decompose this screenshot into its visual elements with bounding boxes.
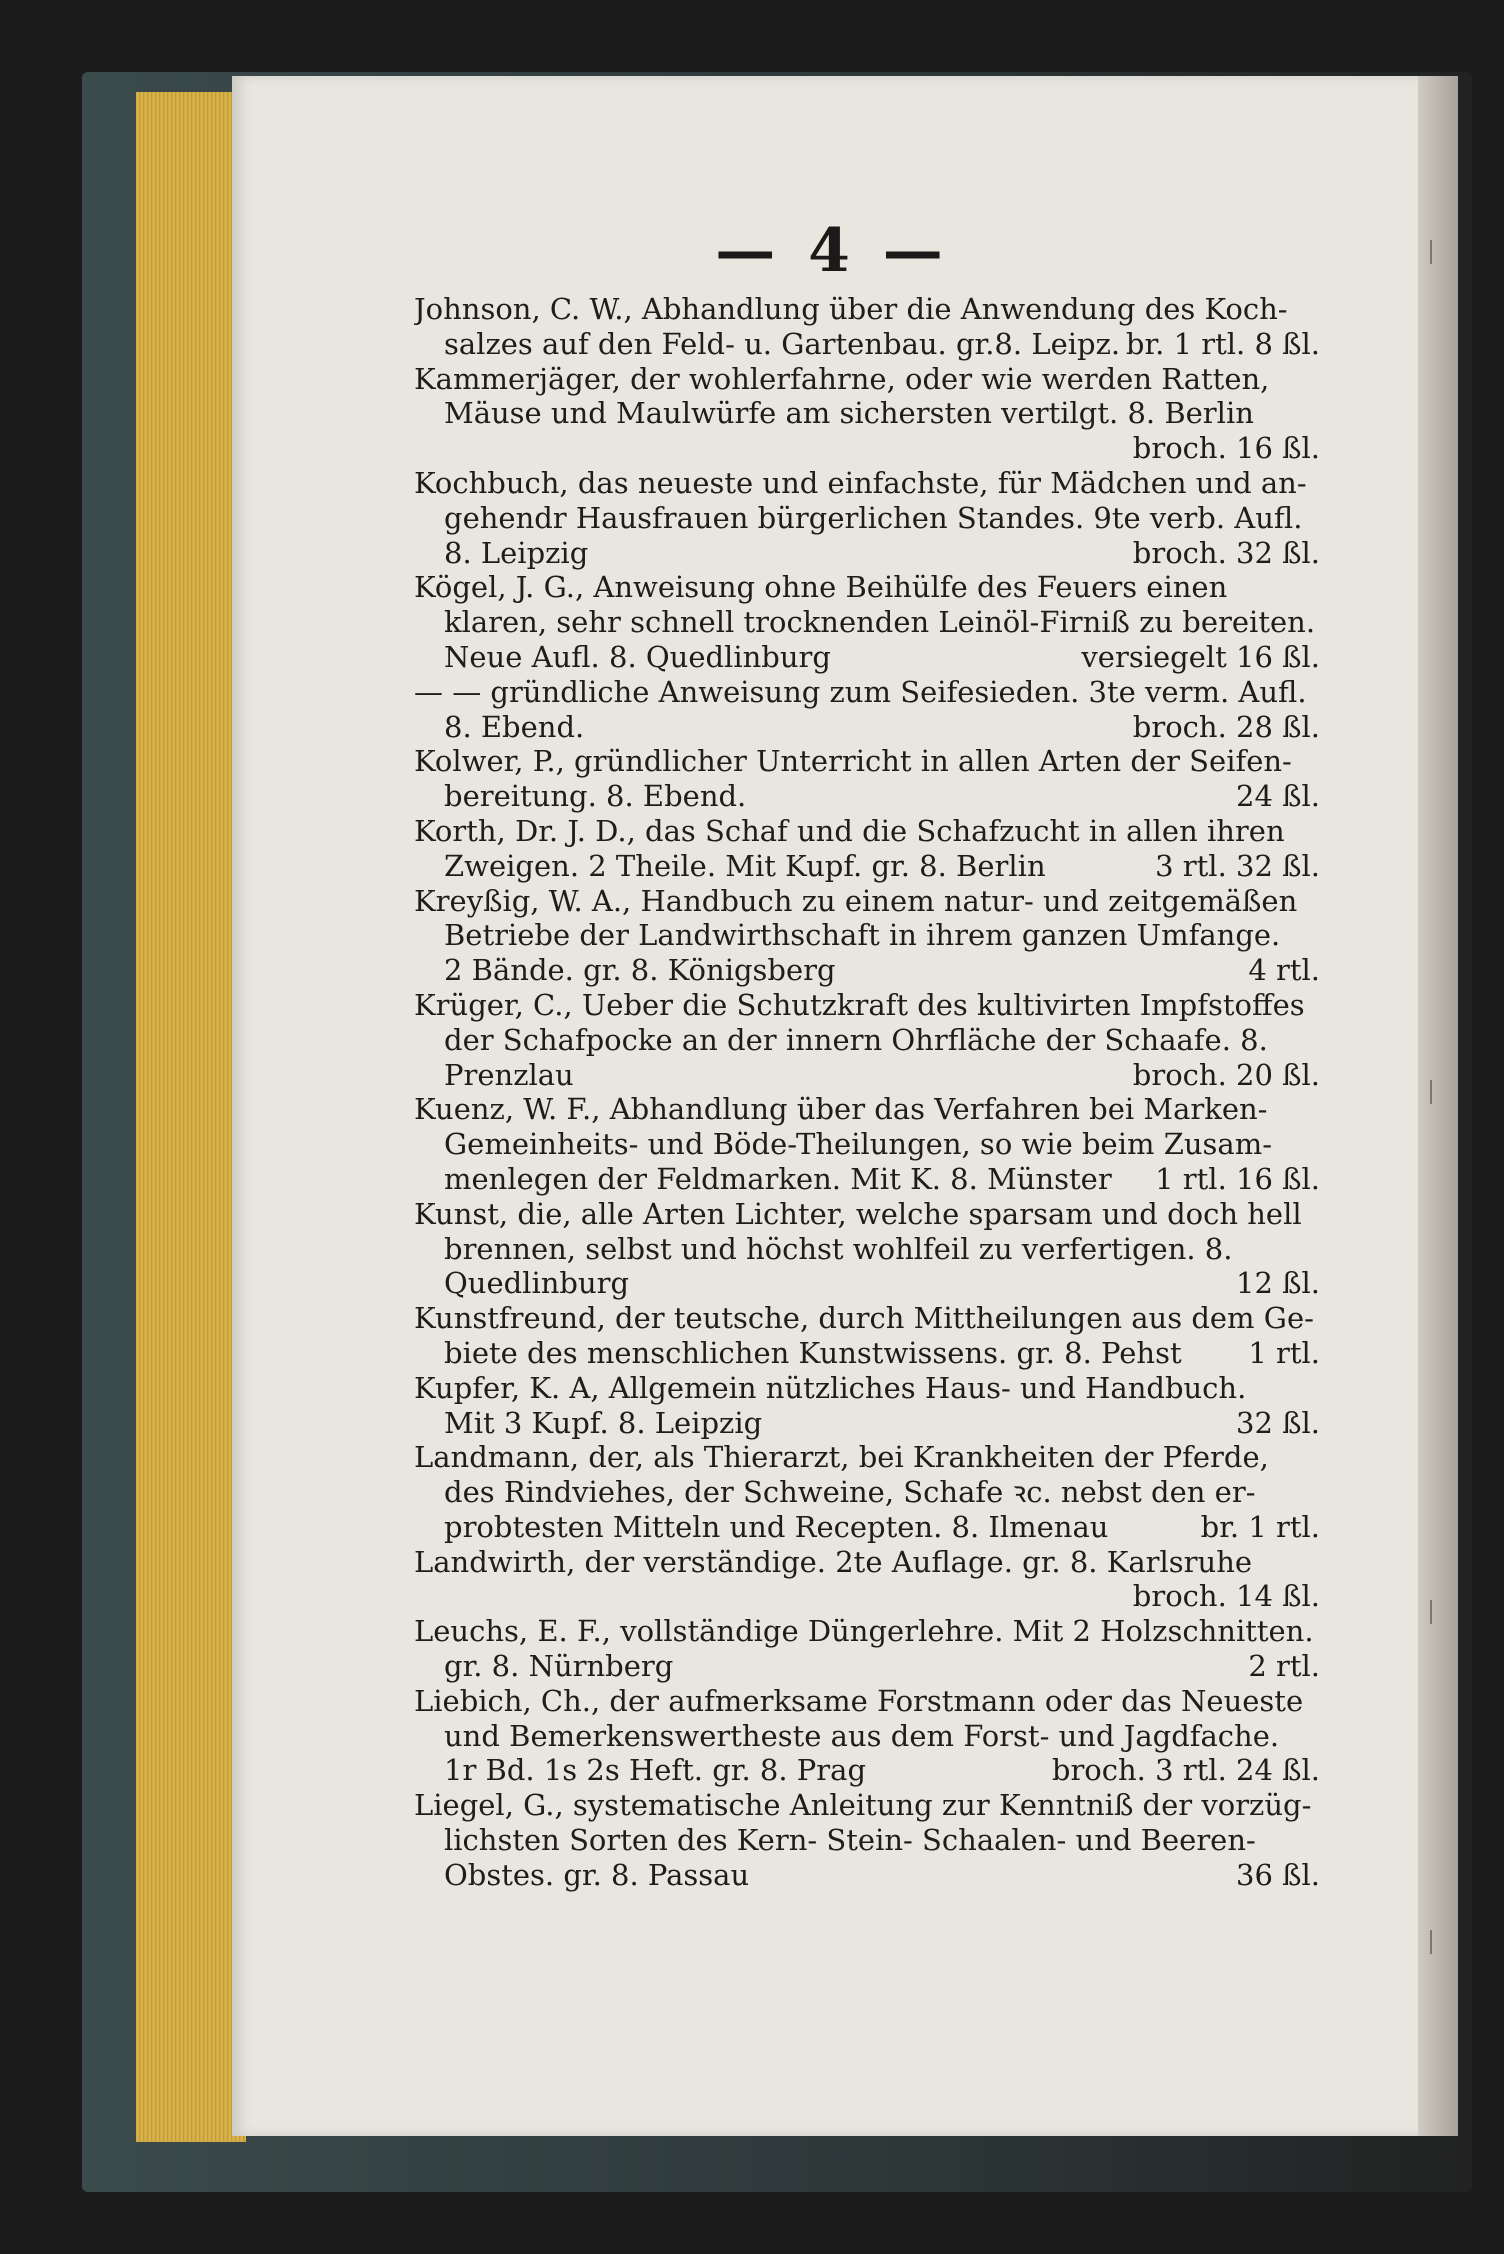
catalog-entry (414, 1092, 1320, 1196)
entry-price: 36 ßl. (1236, 1857, 1320, 1892)
entry-continuation-line (414, 1510, 1320, 1545)
entry-continuation-line: klaren, sehr schnell trocknenden Leinöl-Firniß zu bereiten. (444, 605, 1316, 640)
catalog-entry (414, 1301, 1320, 1371)
entry-continuation-line (414, 953, 1320, 988)
entry-price: 12 ßl. (1236, 1266, 1320, 1301)
entry-first-line: Kuenz, W. F., Abhandlung über das Verfahren bei Marken- (414, 1092, 1268, 1127)
entry-price: broch. 32 ßl. (1132, 535, 1320, 570)
catalog-entry (414, 1440, 1320, 1544)
catalog-entry (414, 884, 1320, 988)
entry-text: bereitung. 8. Ebend. (444, 779, 747, 814)
entry-price: broch. 20 ßl. (1132, 1057, 1320, 1092)
catalog-entry (414, 570, 1320, 674)
entry-price: 3 rtl. 32 ßl. (1155, 848, 1320, 883)
entry-price: 32 ßl. (1236, 1405, 1320, 1440)
entry-continuation-line (414, 1649, 1320, 1684)
entry-continuation-line (414, 710, 1320, 745)
catalog-entry (414, 466, 1320, 570)
entry-first-line: Liegel, G., systematische Anleitung zur Kenntniß der vorzüg- (414, 1788, 1312, 1823)
entry-first-line: Kupfer, K. A, Allgemein nützliches Haus- und Handbuch. (414, 1370, 1247, 1405)
entry-first-line: Kammerjäger, der wohlerfahrne, oder wie werden Ratten, (414, 361, 1270, 396)
entry-price: broch. 14 ßl. (1132, 1579, 1320, 1614)
entry-price: br. 1 rtl. 8 ßl. (1125, 326, 1320, 361)
entry-first-line: Kreyßig, W. A., Handbuch zu einem natur- und zeitgemäßen (414, 883, 1298, 918)
entry-continuation-line (414, 640, 1320, 675)
entry-continuation-line: brennen, selbst und höchst wohlfeil zu verfertigen. 8. (444, 1231, 1233, 1266)
entry-first-line: Kögel, J. G., Anweisung ohne Beihülfe des Feuers einen (414, 570, 1228, 605)
entry-price: 1 rtl. (1248, 1335, 1320, 1370)
catalog-entry (414, 1197, 1320, 1301)
entry-first-line: — — gründliche Anweisung zum Seifesieden. 3te verm. Aufl. (414, 674, 1307, 709)
entry-text: biete des menschlichen Kunstwissens. gr. 8. Pehst (444, 1335, 1182, 1370)
entry-continuation-line: gehendr Hausfrauen bürgerlichen Standes. 9te verb. Aufl. (444, 500, 1303, 535)
entry-continuation-line (414, 1336, 1320, 1371)
entry-first-line: Korth, Dr. J. D., das Schaf und die Schafzucht in allen ihren (414, 813, 1285, 848)
entry-continuation-line: und Bemerkenswertheste aus dem Forst- und Jagdfache. (444, 1718, 1280, 1753)
page-edge (136, 92, 246, 2142)
entry-continuation-line: Mäuse und Maulwürfe am sichersten vertilgt. 8. Berlin (444, 396, 1254, 431)
entry-first-line: Krüger, C., Ueber die Schutzkraft des kultivirten Impfstoffes (414, 987, 1305, 1022)
entry-text: salzes auf den Feld- u. Gartenbau. gr.8. Leipz. (444, 326, 1121, 361)
entry-continuation-line (414, 1058, 1320, 1093)
entry-price: versiegelt 16 ßl. (1081, 639, 1320, 674)
trim-mark (1430, 1080, 1432, 1104)
entry-continuation-line (414, 327, 1320, 362)
trim-mark (1430, 1930, 1432, 1954)
entry-first-line: Landwirth, der verständige. 2te Auflage. gr. 8. Karlsruhe (414, 1544, 1253, 1579)
entry-text: Zweigen. 2 Theile. Mit Kupf. gr. 8. Berlin (444, 848, 1046, 883)
page-number: — 4 — (715, 216, 949, 286)
page-gutter (1418, 76, 1458, 2136)
entry-price: broch. 3 rtl. 24 ßl. (1051, 1753, 1320, 1788)
catalog-entry (414, 744, 1320, 814)
entry-price: 1 rtl. 16 ßl. (1155, 1161, 1320, 1196)
entry-continuation-line: des Rindviehes, der Schweine, Schafe ꝛc. nebst den er- (444, 1475, 1256, 1510)
entry-text: gr. 8. Nürnberg (444, 1649, 674, 1684)
entry-continuation-line (414, 779, 1320, 814)
entry-text: 1r Bd. 1s 2s Heft. gr. 8. Prag (444, 1753, 867, 1788)
catalog-entry (414, 988, 1320, 1092)
entry-first-line: Kunst, die, alle Arten Lichter, welche sparsam und doch hell (414, 1196, 1302, 1231)
catalog-entry (414, 1545, 1320, 1615)
catalog-entry (414, 362, 1320, 466)
catalog-entry (414, 1684, 1320, 1788)
catalog-listing (414, 292, 1320, 1893)
entry-text: menlegen der Feldmarken. Mit K. 8. Münster (444, 1161, 1112, 1196)
entry-first-line: Leuchs, E. F., vollständige Düngerlehre. Mit 2 Holzschnitten. (414, 1614, 1314, 1649)
entry-text: Prenzlau (444, 1057, 574, 1092)
catalog-entry (414, 292, 1320, 362)
entry-first-line: Kolwer, P., gründlicher Unterricht in allen Arten der Seifen- (414, 744, 1292, 779)
entry-first-line: Kunstfreund, der teutsche, durch Mittheilungen aus dem Ge- (414, 1301, 1314, 1336)
entry-price: 4 rtl. (1248, 953, 1320, 988)
entry-continuation-line: lichsten Sorten des Kern- Stein- Schaalen- und Beeren- (444, 1823, 1256, 1858)
entry-continuation-line (414, 1406, 1320, 1441)
entry-text: probtesten Mitteln und Recepten. 8. Ilmenau (444, 1509, 1109, 1544)
entry-price: 24 ßl. (1236, 779, 1320, 814)
entry-continuation-line (414, 1753, 1320, 1788)
entry-price: br. 1 rtl. (1200, 1509, 1320, 1544)
entry-first-line: Liebich, Ch., der aufmerksame Forstmann oder das Neueste (414, 1683, 1304, 1718)
entry-price: broch. 28 ßl. (1132, 709, 1320, 744)
entry-continuation-line (414, 1162, 1320, 1197)
entry-continuation-line: Gemeinheits- und Böde-Theilungen, so wie beim Zusam- (444, 1127, 1272, 1162)
entry-continuation-line (414, 1266, 1320, 1301)
entry-price: 2 rtl. (1248, 1649, 1320, 1684)
entry-text: Quedlinburg (444, 1266, 630, 1301)
entry-text: Neue Aufl. 8. Quedlinburg (444, 639, 831, 674)
catalog-entry (414, 1788, 1320, 1892)
trim-mark (1430, 1600, 1432, 1624)
entry-price: broch. 16 ßl. (1132, 431, 1320, 466)
catalog-entry (414, 814, 1320, 884)
entry-continuation-line: der Schafpocke an der innern Ohrfläche der Schaafe. 8. (444, 1022, 1268, 1057)
entry-first-line: Kochbuch, das neueste und einfachste, für Mädchen und an- (414, 465, 1307, 500)
entry-text: 8. Ebend. (444, 709, 585, 744)
entry-first-line: Johnson, C. W., Abhandlung über die Anwendung des Koch- (414, 292, 1288, 326)
catalog-entry (414, 1371, 1320, 1441)
entry-text: Mit 3 Kupf. 8. Leipzig (444, 1405, 763, 1440)
entry-text: 2 Bände. gr. 8. Königsberg (444, 953, 836, 988)
entry-text: 8. Leipzig (444, 535, 589, 570)
trim-mark (1430, 240, 1432, 264)
entry-continuation-line (414, 536, 1320, 571)
catalog-entry (414, 675, 1320, 745)
entry-continuation-line: Betriebe der Landwirthschaft in ihrem ganzen Umfange. (444, 918, 1281, 953)
entry-text: Obstes. gr. 8. Passau (444, 1857, 750, 1892)
catalog-entry (414, 1614, 1320, 1684)
entry-continuation-line (414, 1858, 1320, 1893)
entry-continuation-line (414, 849, 1320, 884)
entry-first-line: Landmann, der, als Thierarzt, bei Krankheiten der Pferde, (414, 1440, 1269, 1475)
